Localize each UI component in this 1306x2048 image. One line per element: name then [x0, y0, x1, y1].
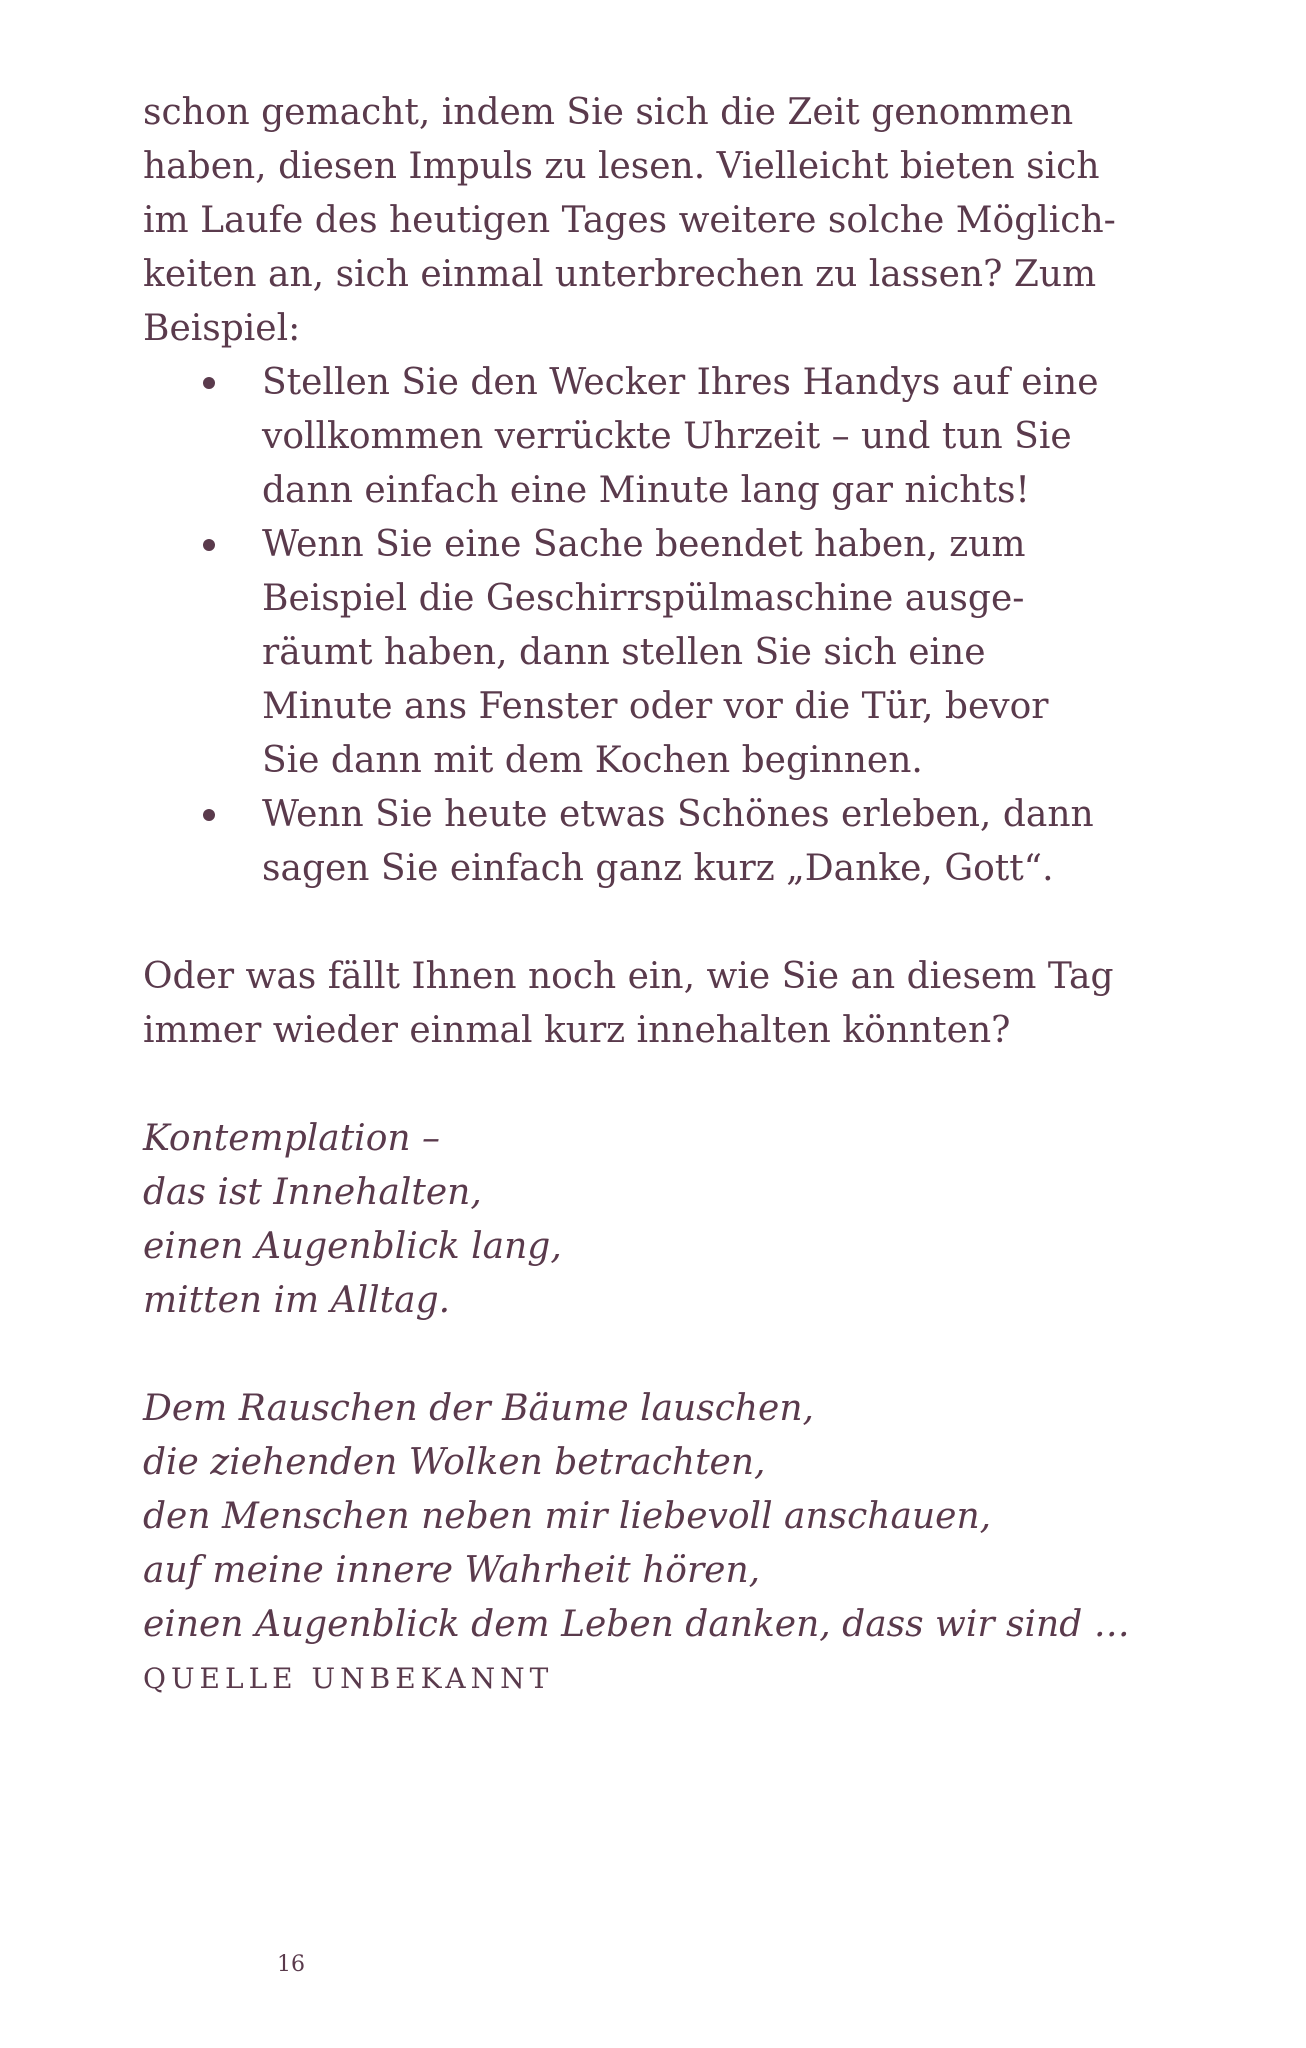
bullet-dot-icon — [203, 377, 215, 389]
poem-line: auf meine innere Wahrheit hören, — [143, 1550, 761, 1591]
bullet-item-alarm — [143, 356, 1103, 518]
poem-stanza-2 — [143, 1382, 1130, 1652]
poem-line: die ziehenden Wolken betrachten, — [143, 1442, 766, 1483]
bullet-line: Sie dann mit dem Kochen beginnen. — [262, 740, 923, 781]
spacer — [143, 1328, 1103, 1382]
bullet-item-thanks — [143, 788, 1103, 896]
bullet-line: dann einfach eine Minute lang gar nichts! — [262, 470, 1030, 511]
poem-line: einen Augenblick dem Leben danken, dass wir sind … — [143, 1604, 1130, 1645]
question-line: immer wieder einmal kurz innehalten könnten? — [143, 1010, 1011, 1051]
bullet-line: sagen Sie einfach ganz kurz „Danke, Gott“. — [262, 848, 1054, 889]
bullet-list — [143, 356, 1103, 896]
question-line: Oder was fällt Ihnen noch ein, wie Sie an diesem Tag — [143, 956, 1114, 997]
spacer — [143, 1058, 1103, 1112]
intro-line: Beispiel: — [143, 308, 301, 349]
poem-stanza-1 — [143, 1112, 1103, 1328]
bullet-line: Minute ans Fenster oder vor die Tür, bevor — [262, 686, 1049, 727]
intro-line: keiten an, sich einmal unterbrechen zu lassen? Zum — [143, 254, 1097, 295]
bullet-line: Stellen Sie den Wecker Ihres Handys auf eine — [262, 362, 1099, 403]
page-number: 16 — [277, 1952, 305, 1977]
poem-line: den Menschen neben mir liebevoll anschauen, — [143, 1496, 992, 1537]
question-paragraph — [143, 950, 1114, 1058]
poem-line: Kontemplation – — [143, 1118, 440, 1159]
bullet-dot-icon — [203, 809, 215, 821]
bullet-item-window — [143, 518, 1103, 788]
poem-line: das ist Innehalten, — [143, 1172, 482, 1213]
bullet-line: vollkommen verrückte Uhrzeit – und tun Sie — [262, 416, 1072, 457]
poem-line: Dem Rauschen der Bäume lauschen, — [143, 1388, 814, 1429]
bullet-line: Wenn Sie eine Sache beendet haben, zum — [262, 524, 1026, 565]
bullet-line: Wenn Sie heute etwas Schönes erleben, dann — [262, 794, 1094, 835]
bullet-line: räumt haben, dann stellen Sie sich eine — [262, 632, 986, 673]
spacer — [143, 896, 1103, 950]
poem-line: einen Augenblick lang, — [143, 1226, 562, 1267]
bullet-dot-icon — [203, 539, 215, 551]
poem-source: QUELLE UNBEKANNT — [143, 1662, 554, 1695]
intro-paragraph — [143, 86, 1116, 356]
bullet-line: Beispiel die Geschirrspülmaschine ausge- — [262, 578, 1025, 619]
page-text — [143, 86, 1130, 1706]
intro-line: haben, diesen Impuls zu lesen. Vielleicht bieten sich — [143, 146, 1100, 187]
intro-line: schon gemacht, indem Sie sich die Zeit genommen — [143, 92, 1074, 133]
poem-line: mitten im Alltag. — [143, 1280, 451, 1321]
intro-line: im Laufe des heutigen Tages weitere solche Möglich- — [143, 200, 1116, 241]
